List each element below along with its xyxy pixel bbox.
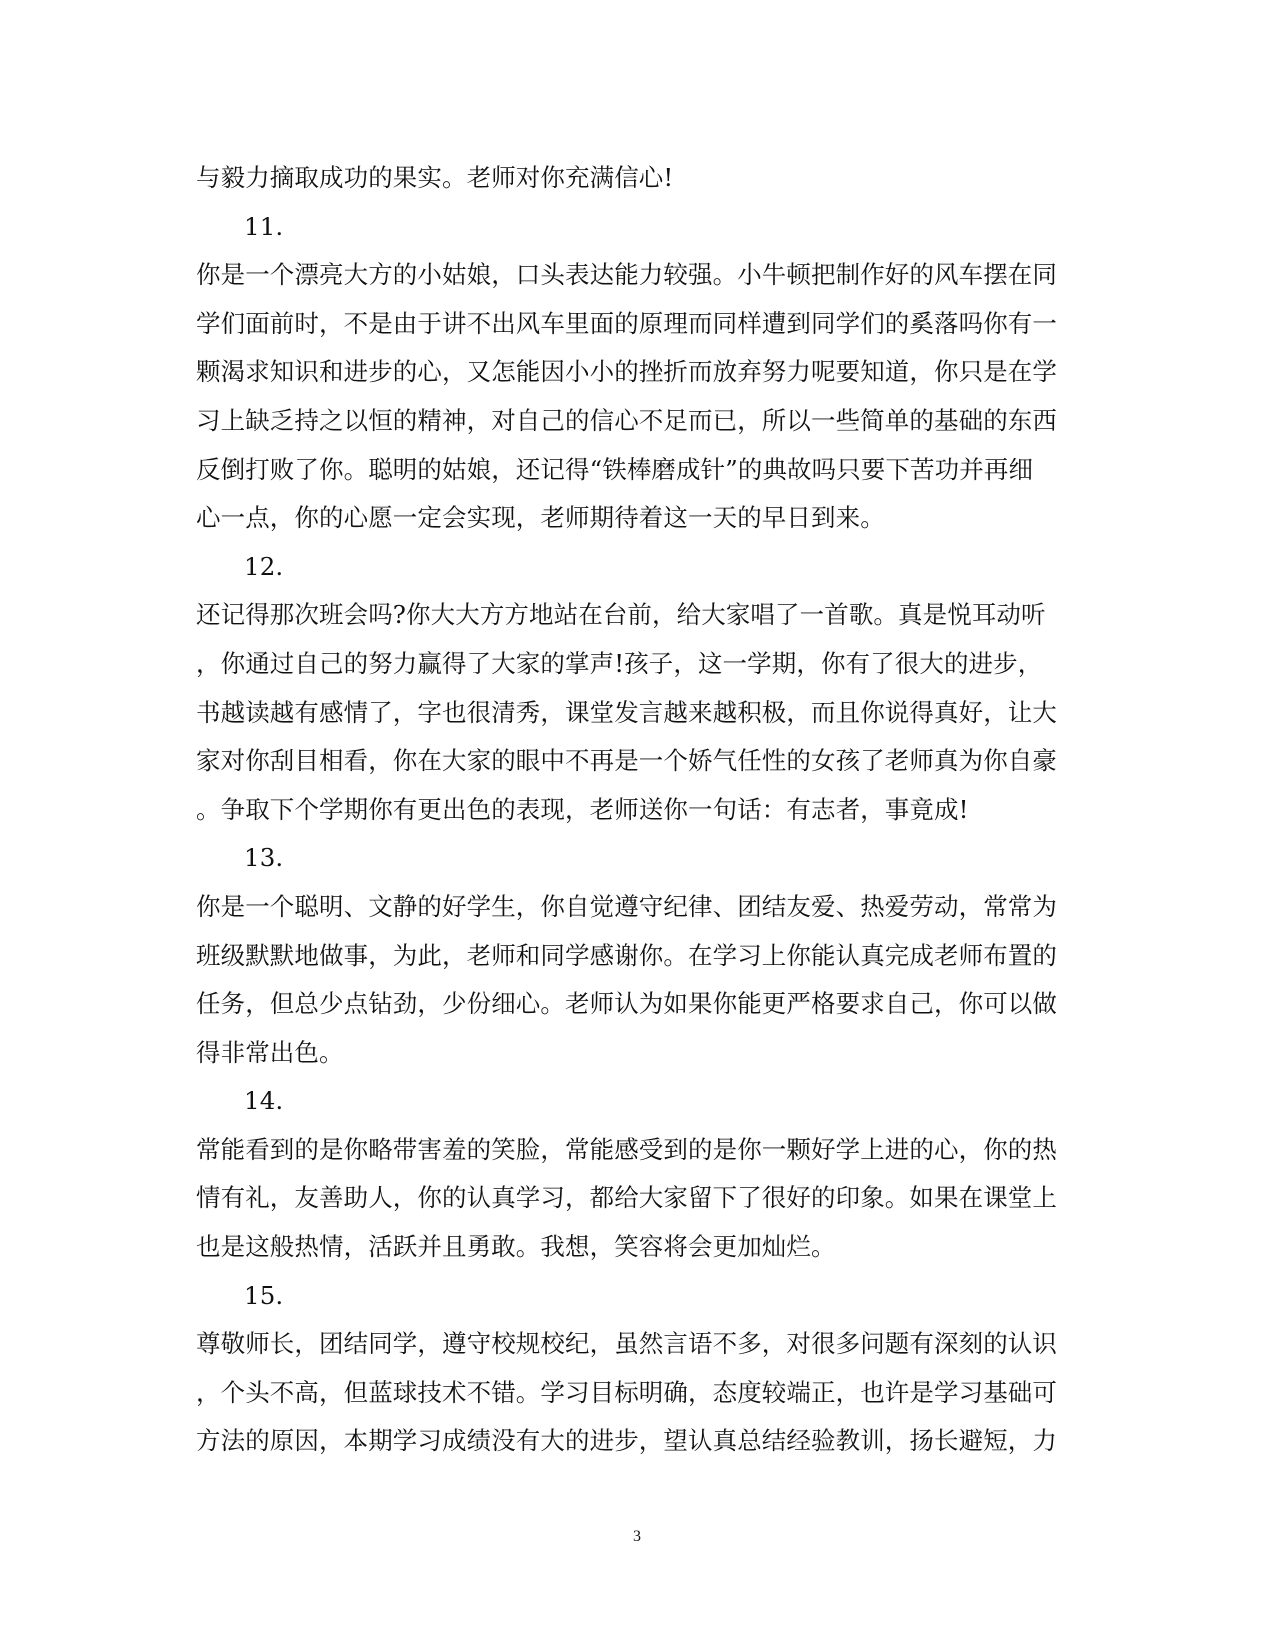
text-line: 学们面前时，不是由于讲不出风车里面的原理而同样遭到同学们的奚落吗你有一 <box>196 308 1057 338</box>
text-line: 情有礼，友善助人，你的认真学习，都给大家留下了很好的印象。如果在课堂上 <box>196 1183 1057 1213</box>
text-line: 家对你刮目相看，你在大家的眼中不再是一个娇气任性的女孩了老师真为你自豪 <box>196 746 1057 776</box>
text-line: 方法的原因，本期学习成绩没有大的进步，望认真总结经验教训，扬长避短，力 <box>196 1426 1057 1456</box>
text-line: ，你通过自己的努力赢得了大家的掌声!孩子，这一学期，你有了很大的进步， <box>196 648 1043 678</box>
item-number: 14. <box>244 1086 284 1116</box>
text-line: 班级默默地做事，为此，老师和同学感谢你。在学习上你能认真完成老师布置的 <box>196 940 1057 970</box>
text-line: 心一点，你的心愿一定会实现，老师期待着这一天的早日到来。 <box>196 503 885 533</box>
item-number: 15. <box>244 1280 284 1310</box>
text-line: 反倒打败了你。聪明的姑娘，还记得“铁棒磨成针”的典故吗只要下苦功并再细 <box>196 454 1034 484</box>
text-line: 得非常出色。 <box>196 1037 344 1067</box>
text-line: 你是一个聪明、文静的好学生，你自觉遵守纪律、团结友爱、热爱劳动，常常为 <box>196 891 1057 921</box>
item-number: 12. <box>244 551 284 581</box>
page-number: 3 <box>633 1528 641 1545</box>
text-line: 你是一个漂亮大方的小姑娘，口头表达能力较强。小牛顿把制作好的风车摆在同 <box>196 260 1057 290</box>
item-number: 13. <box>244 843 284 873</box>
item-number: 11. <box>244 211 284 241</box>
text-line: 尊敬师长，团结同学，遵守校规校纪，虽然言语不多，对很多问题有深刻的认识 <box>196 1329 1057 1359</box>
text-line: 书越读越有感情了，字也很清秀，课堂发言越来越积极，而且你说得真好，让大 <box>196 697 1057 727</box>
text-line: 还记得那次班会吗?你大大方方地站在台前，给大家唱了一首歌。真是悦耳动听 <box>196 600 1046 630</box>
text-line: 任务，但总少点钻劲，少份细心。老师认为如果你能更严格要求自己，你可以做 <box>196 989 1057 1019</box>
text-line: 常能看到的是你略带害羞的笑脸，常能感受到的是你一颗好学上进的心，你的热 <box>196 1134 1057 1164</box>
text-line: 习上缺乏持之以恒的精神，对自己的信心不足而已，所以一些简单的基础的东西 <box>196 405 1057 435</box>
document-body <box>196 154 1076 1466</box>
text-line: ，个头不高，但蓝球技术不错。学习目标明确，态度较端正，也许是学习基础可 <box>196 1377 1057 1407</box>
text-line: 。争取下个学期你有更出色的表现，老师送你一句话：有志者，事竟成! <box>196 794 969 824</box>
text-line: 也是这般热情，活跃并且勇敢。我想，笑容将会更加灿烂。 <box>196 1232 836 1262</box>
text-line: 与毅力摘取成功的果实。老师对你充满信心! <box>196 163 674 192</box>
text-line: 颗渴求知识和进步的心，又怎能因小小的挫折而放弃努力呢要知道，你只是在学 <box>196 357 1057 387</box>
